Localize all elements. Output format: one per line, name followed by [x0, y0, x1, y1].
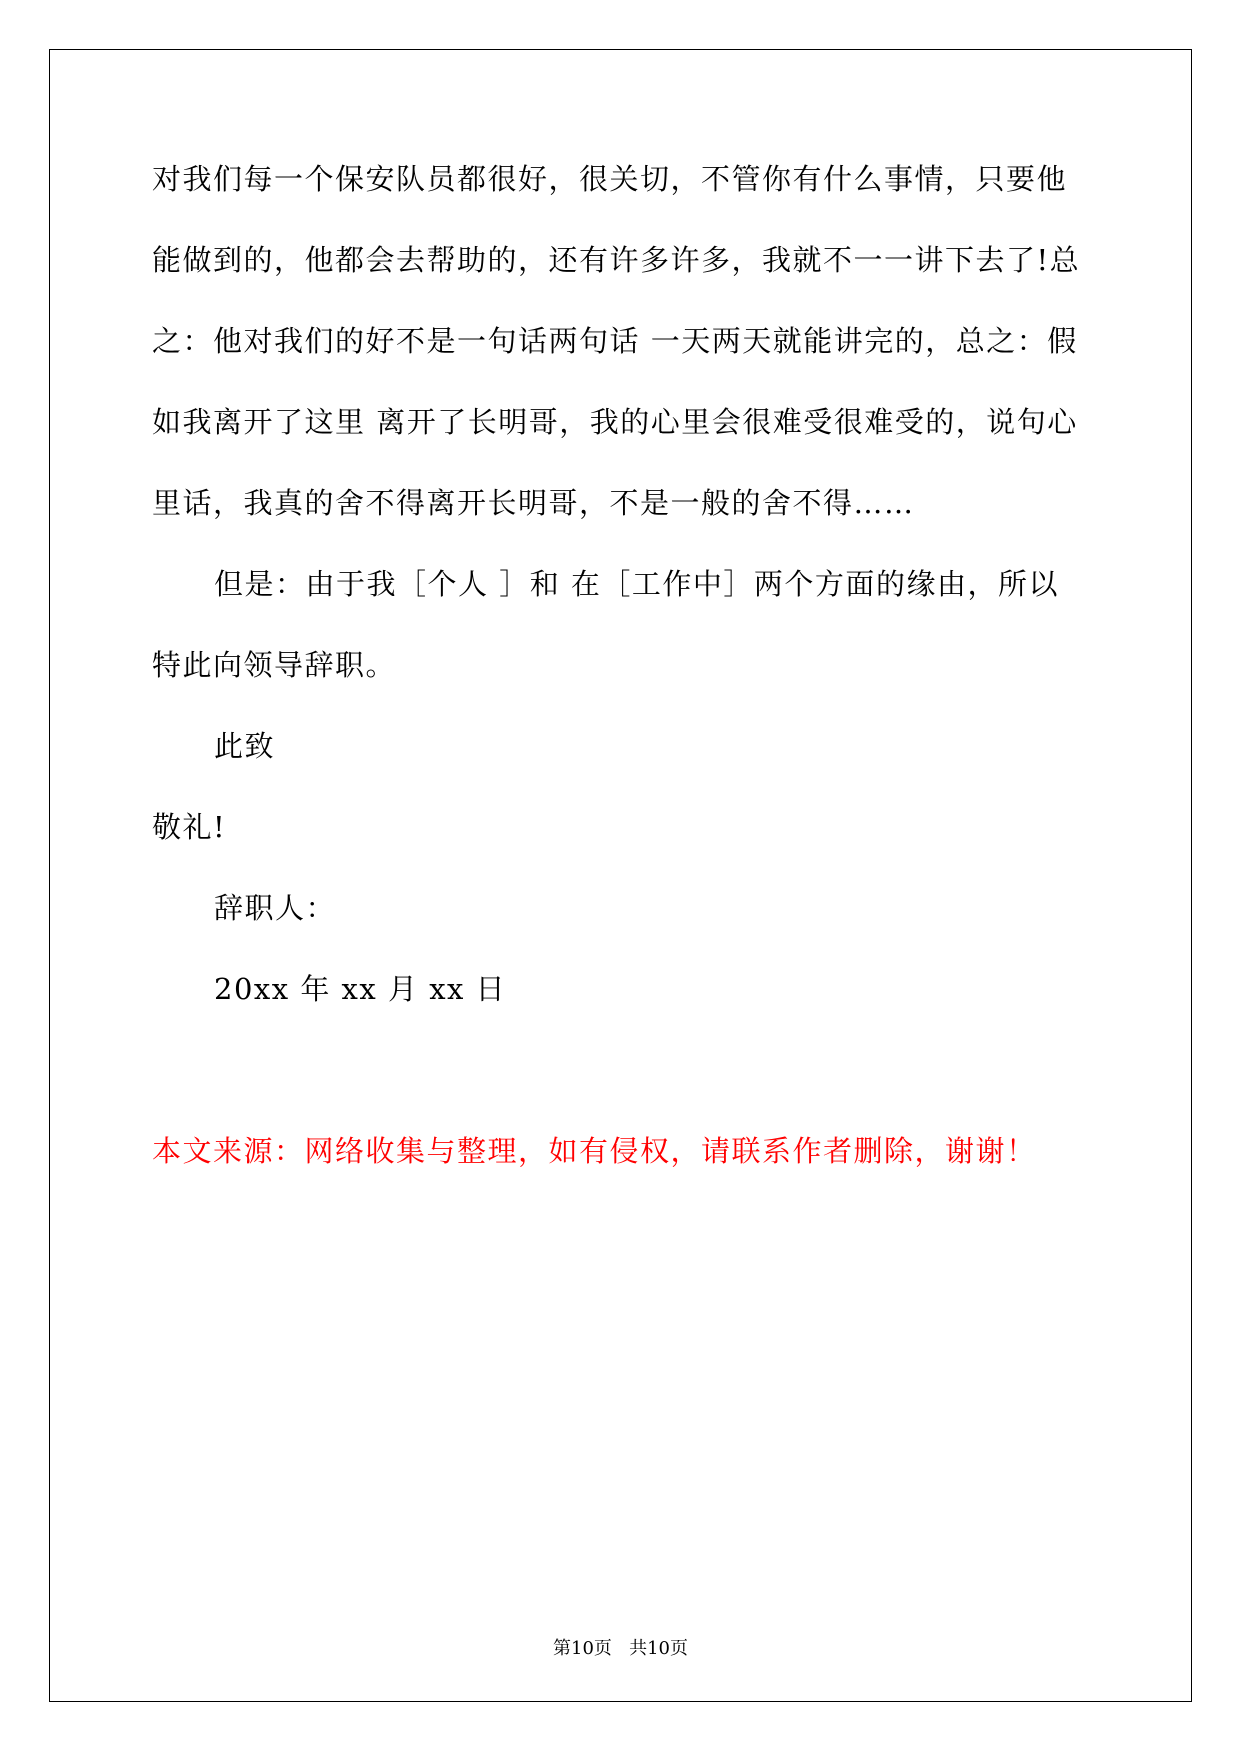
page-border	[49, 49, 1192, 1702]
body-line-5: 里话，我真的舍不得离开长明哥，不是一般的舍不得……	[152, 486, 915, 520]
closing-text: 此致	[214, 729, 276, 763]
date-text: 20xx 年 xx 月 xx 日	[214, 972, 507, 1006]
body-line-6: 但是：由于我［个人 ］和 在［工作中］两个方面的缘由，所以	[214, 567, 1059, 601]
salute-text: 敬礼!	[152, 810, 227, 844]
body-line-3: 之：他对我们的好不是一句话两句话 一天两天就能讲完的，总之：假	[152, 324, 1078, 358]
signer-label: 辞职人：	[214, 891, 337, 925]
body-line-2: 能做到的，他都会去帮助的，还有许多许多，我就不一一讲下去了!总	[152, 243, 1081, 277]
body-line-7: 特此向领导辞职。	[152, 648, 397, 682]
page-footer: 第10页 共10页	[553, 1638, 688, 1659]
body-line-1: 对我们每一个保安队员都很好，很关切，不管你有什么事情，只要他	[152, 162, 1068, 196]
source-notice: 本文来源：网络收集与整理，如有侵权，请联系作者删除，谢谢！	[152, 1134, 1037, 1168]
body-line-4: 如我离开了这里 离开了长明哥，我的心里会很难受很难受的，说句心	[152, 405, 1078, 439]
